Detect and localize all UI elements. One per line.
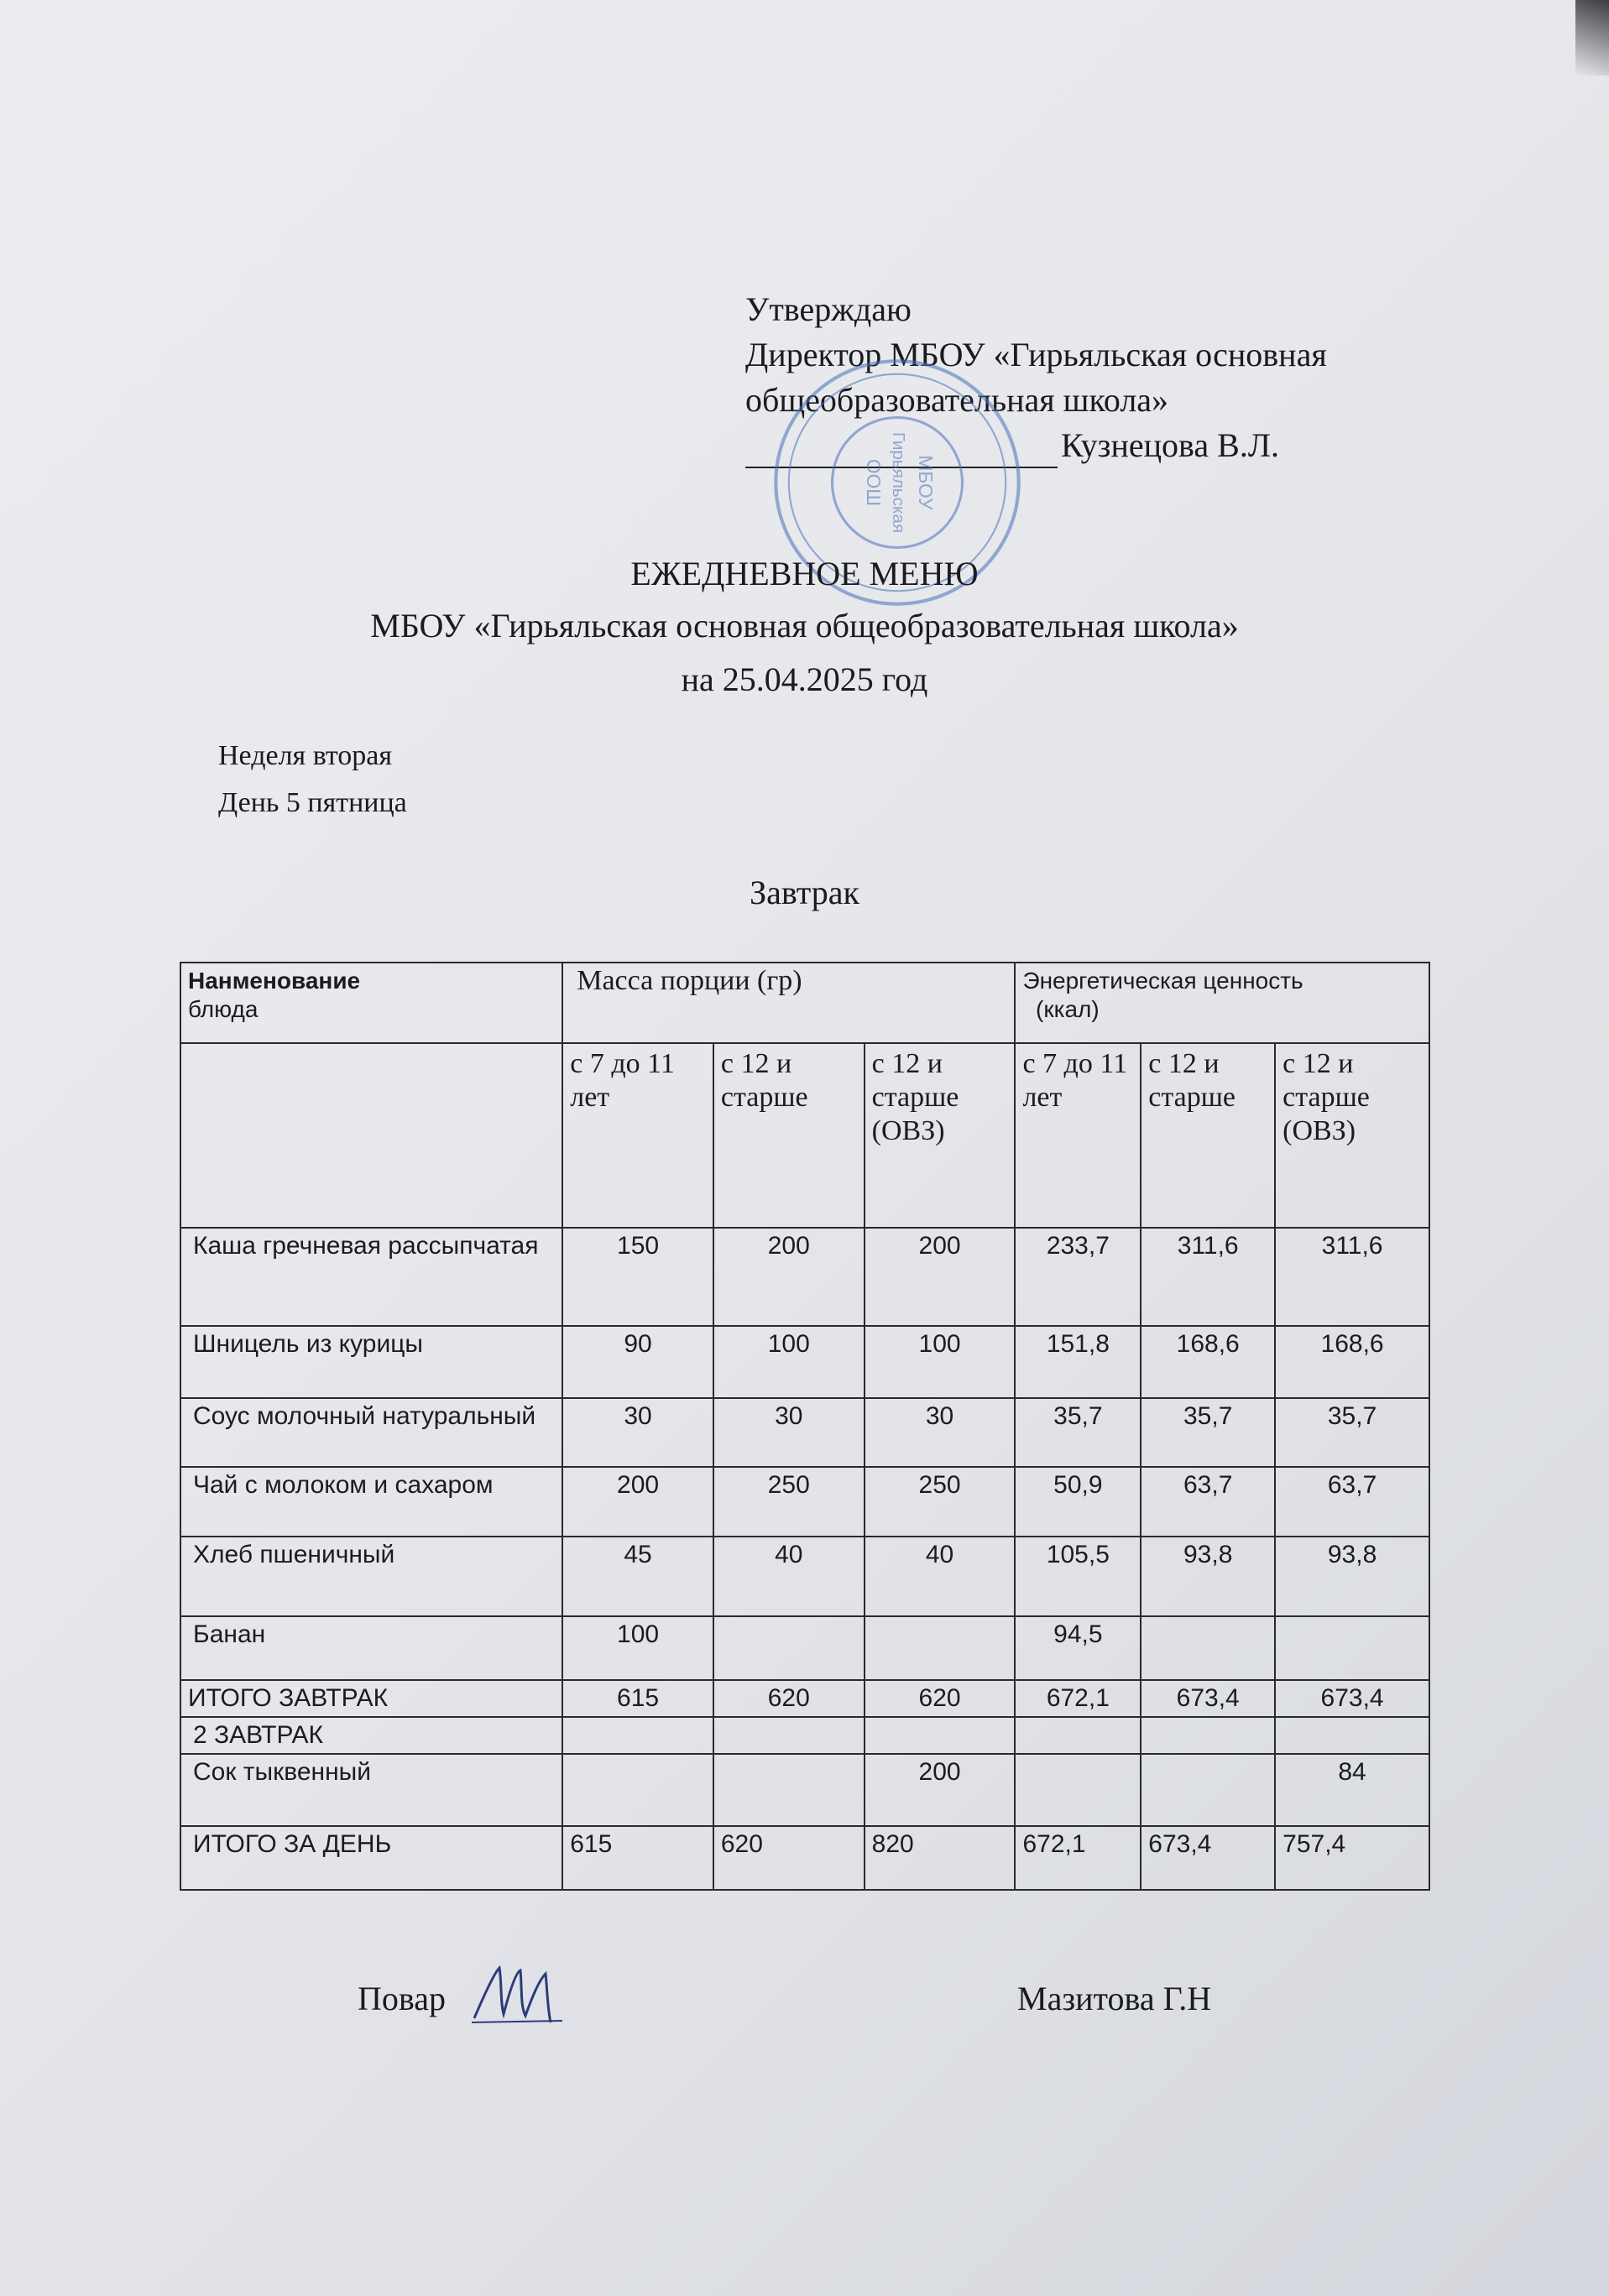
- cell: [1015, 1717, 1141, 1754]
- dish-name: Чай с молоком и сахаром: [180, 1467, 562, 1537]
- table-row: [180, 1537, 1429, 1616]
- subheader-energy-7-11: с 7 до 11 лет: [1015, 1043, 1141, 1228]
- dish-name: Сок тыквенный: [180, 1754, 562, 1826]
- cell: [713, 1616, 865, 1680]
- dish-name: 2 ЗАВТРАК: [180, 1717, 562, 1754]
- cell: [713, 1754, 865, 1826]
- cell: 35,7: [1275, 1398, 1429, 1467]
- svg-text:ООШ: ООШ: [862, 458, 885, 507]
- cell: [562, 1717, 713, 1754]
- dish-name: ИТОГО ЗАВТРАК: [180, 1680, 562, 1717]
- table-row-section: [180, 1717, 1429, 1754]
- table-row: [180, 1616, 1429, 1680]
- cell: 63,7: [1141, 1467, 1275, 1537]
- cell: 820: [865, 1826, 1016, 1890]
- cell: 620: [713, 1826, 865, 1890]
- column-header-energy: Энергетическая ценность (ккал): [1015, 963, 1429, 1043]
- subheader-empty: [180, 1043, 562, 1228]
- cell: [713, 1717, 865, 1754]
- cell: 615: [562, 1826, 713, 1890]
- cell: 250: [865, 1467, 1016, 1537]
- cell: [1141, 1616, 1275, 1680]
- table-row: [180, 1754, 1429, 1826]
- subheader-mass-12: с 12 и старше: [713, 1043, 865, 1228]
- cell: 311,6: [1141, 1228, 1275, 1326]
- table-row: [180, 1326, 1429, 1398]
- cook-signature: [470, 1955, 571, 2031]
- cell: 93,8: [1141, 1537, 1275, 1616]
- dish-name: Хлеб пшеничный: [180, 1537, 562, 1616]
- column-header-name: Нанменование блюда: [180, 963, 562, 1043]
- cell: [1141, 1754, 1275, 1826]
- cell: 150: [562, 1228, 713, 1326]
- menu-table: [180, 962, 1430, 1891]
- cell: 40: [713, 1537, 865, 1616]
- cell: 100: [865, 1326, 1016, 1398]
- cell: 90: [562, 1326, 713, 1398]
- cell: 615: [562, 1680, 713, 1717]
- week-label: Неделя вторая: [218, 740, 393, 771]
- cell: 200: [713, 1228, 865, 1326]
- approval-title: Утверждаю: [745, 290, 912, 328]
- cell: 673,4: [1141, 1680, 1275, 1717]
- cell: 233,7: [1015, 1228, 1141, 1326]
- cell: 620: [865, 1680, 1016, 1717]
- cell: 30: [713, 1398, 865, 1467]
- cell: [1015, 1754, 1141, 1826]
- cell: 35,7: [1015, 1398, 1141, 1467]
- subheader-energy-12: с 12 и старше: [1141, 1043, 1275, 1228]
- table-row: [180, 1398, 1429, 1467]
- svg-text:МБОУ: МБОУ: [914, 455, 937, 510]
- dish-name: ИТОГО ЗА ДЕНЬ: [180, 1826, 562, 1890]
- cell: 63,7: [1275, 1467, 1429, 1537]
- approval-signer: Кузнецова В.Л.: [1061, 426, 1279, 464]
- document-title: ЕЖЕДНЕВНОЕ МЕНЮ: [630, 555, 979, 592]
- column-header-mass: Масса порции (гр): [562, 963, 1015, 1043]
- table-row-total: [180, 1826, 1429, 1890]
- cell: 620: [713, 1680, 865, 1717]
- cell: 93,8: [1275, 1537, 1429, 1616]
- document-subtitle: МБОУ «Гирьяльская основная общеобразовательная школа»: [370, 607, 1239, 644]
- cook-name: Мазитова Г.Н: [1017, 1980, 1212, 2017]
- dish-name: Шницель из курицы: [180, 1326, 562, 1398]
- approval-position: Директор МБОУ «Гирьяльская основная: [745, 336, 1327, 373]
- dish-name: Соус молочный натуральный: [180, 1398, 562, 1467]
- meal-section-title: Завтрак: [750, 874, 859, 911]
- cell: 151,8: [1015, 1326, 1141, 1398]
- table-header-row: [180, 963, 1429, 1043]
- cell: 672,1: [1015, 1826, 1141, 1890]
- cell: 757,4: [1275, 1826, 1429, 1890]
- background-edge: [1575, 0, 1609, 76]
- cell: [865, 1717, 1016, 1754]
- cell: 100: [713, 1326, 865, 1398]
- cell: [1275, 1717, 1429, 1754]
- table-row-total: [180, 1680, 1429, 1717]
- svg-text:Гирьяльская: Гирьяльская: [888, 431, 908, 534]
- cell: 105,5: [1015, 1537, 1141, 1616]
- subheader-mass-7-11: с 7 до 11 лет: [562, 1043, 713, 1228]
- cell: 50,9: [1015, 1467, 1141, 1537]
- cell: [1141, 1717, 1275, 1754]
- table-subheader-row: [180, 1043, 1429, 1228]
- cell: 35,7: [1141, 1398, 1275, 1467]
- approval-position-cont: общеобразовательная школа»: [745, 381, 1169, 419]
- cell: 30: [562, 1398, 713, 1467]
- document-date: на 25.04.2025 год: [681, 660, 928, 698]
- dish-name: Каша гречневая рассыпчатая: [180, 1228, 562, 1326]
- cell: 30: [865, 1398, 1016, 1467]
- cell: 45: [562, 1537, 713, 1616]
- subheader-energy-12-ovz: с 12 и старше (ОВЗ): [1275, 1043, 1429, 1228]
- cell: 672,1: [1015, 1680, 1141, 1717]
- cell: [1275, 1616, 1429, 1680]
- table-row: [180, 1228, 1429, 1326]
- cell: 84: [1275, 1754, 1429, 1826]
- cell: [562, 1754, 713, 1826]
- cell: [865, 1616, 1016, 1680]
- cell: 250: [713, 1467, 865, 1537]
- cell: 168,6: [1141, 1326, 1275, 1398]
- cell: 673,4: [1141, 1826, 1275, 1890]
- cell: 311,6: [1275, 1228, 1429, 1326]
- cell: 673,4: [1275, 1680, 1429, 1717]
- cell: 168,6: [1275, 1326, 1429, 1398]
- subheader-mass-12-ovz: с 12 и старше (ОВЗ): [865, 1043, 1016, 1228]
- cell: 94,5: [1015, 1616, 1141, 1680]
- table-row: [180, 1467, 1429, 1537]
- cell: 200: [865, 1754, 1016, 1826]
- day-label: День 5 пятница: [218, 787, 407, 818]
- cell: 100: [562, 1616, 713, 1680]
- cook-label: Повар: [358, 1980, 446, 2017]
- cell: 200: [562, 1467, 713, 1537]
- dish-name: Банан: [180, 1616, 562, 1680]
- cell: 40: [865, 1537, 1016, 1616]
- cell: 200: [865, 1228, 1016, 1326]
